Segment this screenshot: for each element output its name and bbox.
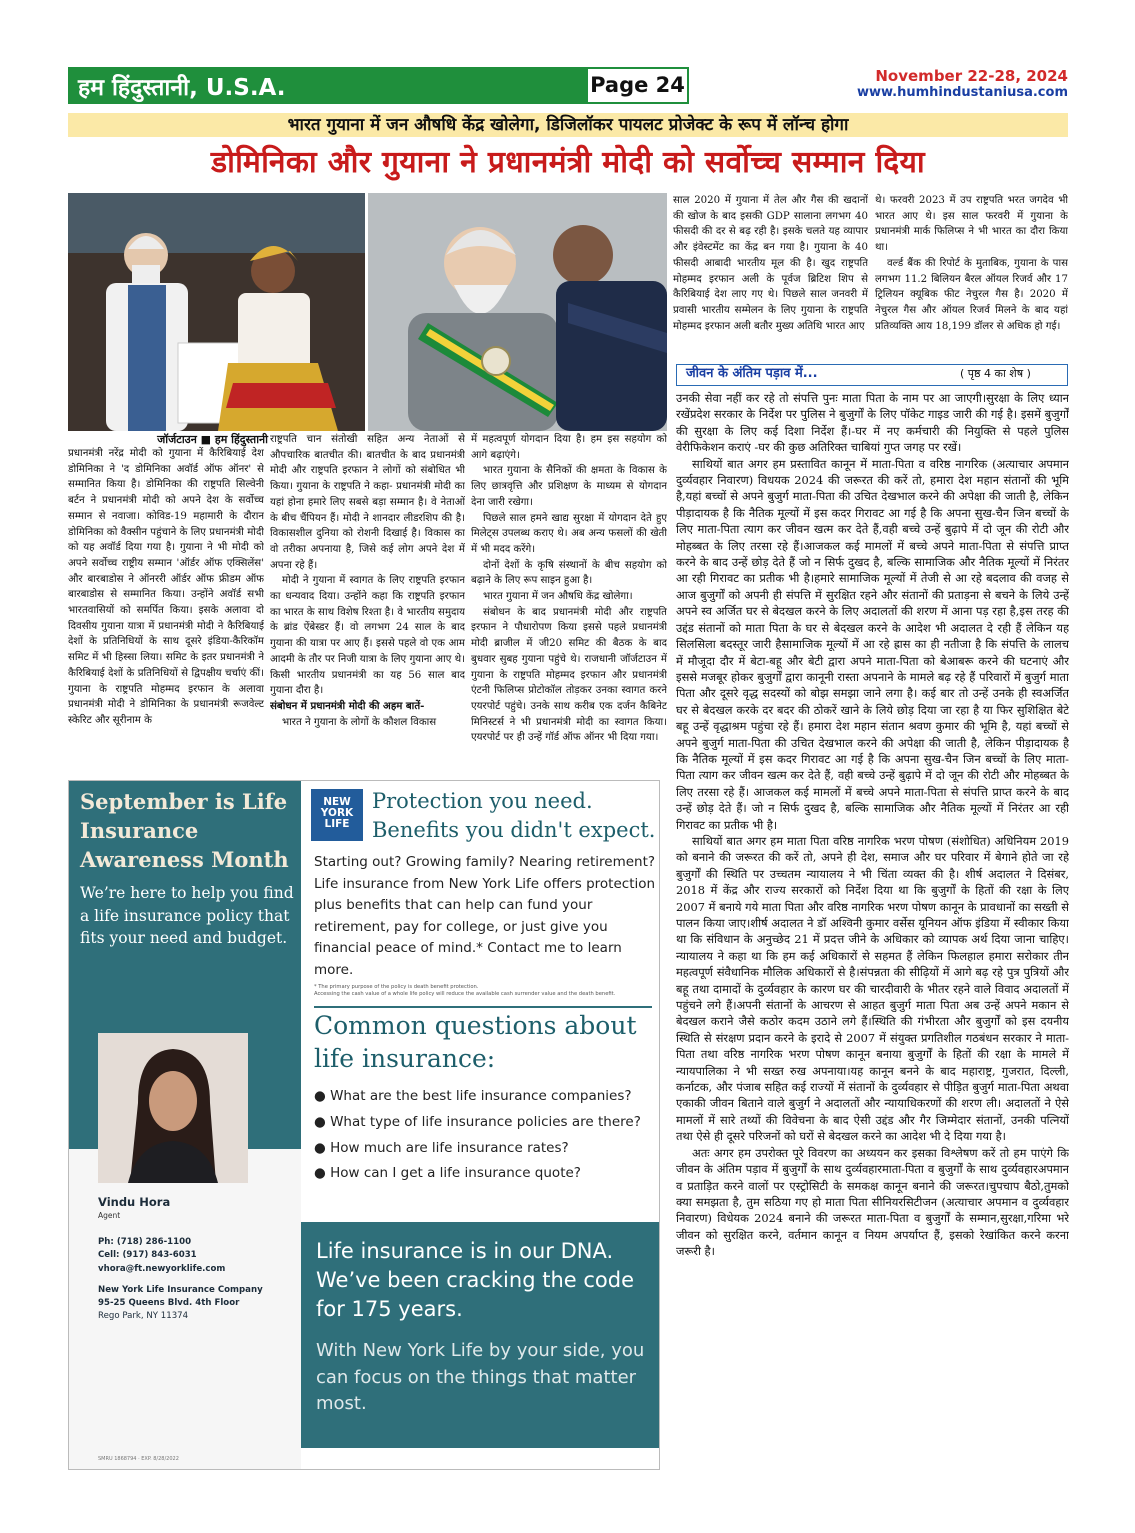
issue-date: November 22-28, 2024 xyxy=(875,67,1068,85)
ad-question-item: ● What are the best life insurance companies? xyxy=(314,1088,632,1104)
ad-question-item: ● What type of life insurance policies are there? xyxy=(314,1114,641,1130)
agent-cell[interactable]: Cell: (917) 843-6031 xyxy=(98,1250,197,1260)
article-column-4 xyxy=(673,193,868,361)
article-paragraph: मोदी ने गुयाना में स्वागत के लिए राष्ट्रपति इरफान का धन्यवाद दिया। उन्होंने कहा कि राष्ट्रपति इरफान का भारत के साथ विशेष रिश्ता है। वे भारतीय समुदाय के ब्रांड ऐंबेस्डर हैं। वो लगभग 24 साल के बाद गुयाना की यात्रा पर आए हैं। इससे पहले वो एक आम आदमी के तौर पर निजी यात्रा के लिए गुयाना आए थे। किसी भारतीय प्रधानमंत्री का यह 56 साल बाद गुयाना दौरा है। xyxy=(270,575,465,697)
logo-line: YORK xyxy=(320,807,354,819)
ad-tagline-1: Protection you need. xyxy=(372,789,593,813)
agent-photo xyxy=(98,1033,248,1183)
continued-article xyxy=(676,390,1069,1470)
article-paragraph: दोनों देशों के कृषि संस्थानों के बीच सहयोग को बढ़ाने के लिए रूप साइन हुआ है। xyxy=(471,559,667,587)
agent-address-line2: Rego Park, NY 11374 xyxy=(98,1311,189,1321)
article-paragraph: अतः अगर हम उपरोक्त पूरे विवरण का अध्ययन कर इसका विश्लेषण करें तो हम पाएंगे कि जीवन के अंतिम पड़ाव में बुजुर्गों के साथ दुर्व्यवहारमाता-पिता व बुजुर्गों के साथ दुर्व्यवहारअपमान व प्रताड़ित करने वालों पर एस्ट्रोसिटी के समकक्ष कानून बनाने की जरूरत।चुपचाप बैठो,तुमको क्या समझता है, तुम सठिया गए हो माता पिता सीनियरसिटीजन (अत्याचार अपमान व दुर्व्यवहार निवारण) विधेयक 2024 बनाने की जरूरत माता-पिता व बुजुर्गों के सम्मान,सुरक्षा,गरिमा भरे जीवन को सुरक्षित करने, वर्तमान कानून व नियम अपर्याप्त हैं, इसको रेखांकित करने करना जरूरी है। xyxy=(676,1145,1069,1259)
ad-question-text: How can I get a life insurance quote? xyxy=(330,1165,581,1181)
article-column-2 xyxy=(270,432,465,764)
article-paragraph: साल 2020 में गुयाना में तेल और गैस की खदानों की खोज के बाद इसकी GDP सालाना लगभग 40 फीसदी की दर से बढ़ रही है। इसके चलते यह व्यापार और इंवेस्टमेंट का केंद्र बन गया है। गुयाना के 40 फीसदी आबादी भारतीय मूल की है। खुद राष्ट्रपति मोहम्मद इरफान अली के पूर्वज ब्रिटिश शिप से कैरिबियाई देश लाए गए थे। पिछले साल जनवरी में प्रवासी भारतीय सम्मेलन के लिए गुयाना के राष्ट्रपति मोहम्मद इरफान अली बतौर मुख्य अतिथि भारत आए xyxy=(673,195,868,332)
continued-note: ( पृष्ठ 4 का शेष ) xyxy=(960,367,1031,380)
agent-address-line1: 95-25 Queens Blvd. 4th Floor xyxy=(98,1298,240,1308)
article-column-5 xyxy=(875,193,1068,361)
article-paragraph: भारत गुयाना के सैनिकों की क्षमता के विकास के लिए छात्रवृत्ति और प्रशिक्षण के माध्यम से योगदान देना जारी रखेगा। xyxy=(471,465,667,508)
ad-body-text: Starting out? Growing family? Nearing retirement? Life insurance from New York Life offers protection plus benefits that can help can fund your retirement, pay for college, or just give you financial peace of mind.* Contact me to learn more. xyxy=(314,854,656,978)
main-headline: डोमिनिका और गुयाना ने प्रधानमंत्री मोदी को सर्वोच्च सम्मान दिया xyxy=(211,145,925,180)
kicker-headline: भारत गुयाना में जन औषधि केंद्र खोलेगा, डिजिलॉकर पायलट प्रोजेक्ट के रूप में लॉन्च होगा xyxy=(287,115,849,135)
ad-questions-heading: Common questions about xyxy=(314,1011,637,1040)
ad-footnote: Accessing the cash value of a whole life policy will reduce the available cash surrender value and the death benefit. xyxy=(314,991,616,997)
new-york-life-logo xyxy=(311,789,363,841)
dna-headline: Life insurance is in our DNA. We’ve been cracking the code for 175 years. xyxy=(316,1239,634,1321)
article-subheading: संबोधन में प्रधानमंत्री मोदी की अहम बातें- xyxy=(270,699,425,712)
article-paragraph: थे। फरवरी 2023 में उप राष्ट्रपति भरत जगदेव भी भारत आए थे। इस साल फरवरी में गुयाना के प्रधानमंत्री मार्क फिलिप्स ने भी भारत का दौरा किया था। xyxy=(875,195,1068,254)
dna-subtext: With New York Life by your side, you can focus on the things that matter most. xyxy=(316,1340,645,1414)
website-link[interactable]: www.humhindustaniusa.com xyxy=(856,85,1068,100)
article-paragraph: साथियों बात अगर हम माता पिता वरिष्ठ नागरिक भरण पोषण (संशोधित) अधिनियम 2019 को बनाने की जरूरत की करें तो, अपने ही देश, समाज और घर परिवार में बेगाने होते जा रहे बुजुर्गों की स्थिति पर उच्चतम न्यायालय ने भी चिंता व्यक्त की है। शीर्ष अदालत ने दिसंबर, 2018 में केंद्र और राज्य सरकारों को निर्देश दिया था कि बुजुर्गों के हितों की रक्षा के लिए 2007 में बनाये गये माता पिता और वरिष्ठ नागरिक भरण पोषण कानून के प्रावधानों का सख्ती से पालन किया जाए।शीर्ष अदालत ने डॉ अश्विनी कुमार वर्सेस यूनियन ऑफ इंडिया में स्वीकार किया था कि संविधान के अनुच्छेद 21 में प्रदत्त जीने के अधिकार को व्यापक अर्थ दिया जाना चाहिए।न्यायालय ने कहा था कि हम कई अधिकारों से सहमत हैं लेकिन फिलहाल हमारा सरोकार तीन महत्वपूर्ण संवैधानिक मौलिक अधिकारों से है।संपन्नता की सीढ़ियों में आगे बढ़ रहे पुत्र पुत्रियों और बहू तथा दामादों के दुर्व्यवहार के कारण घर की चारदीवारी के भीतर रहने वाले विवाद अदालतों में पहुंचने लगे हैं।अपनी संतानों के आचरण से आहत बुजुर्ग माता पिता अब उन्हें अपने मकान से बेदखल कराने जैसे कठोर कदम उठाने लगे हैं।स्थिति की गंभीरता और बुजुर्गों को इस दयनीय स्थिति से संरक्षण प्रदान करने के इरादे से 2007 में संयुक्त प्रगतिशील गठबंधन सरकार ने माता-पिता तथा वरिष्ठ नागरिक भरण पोषण कानून बनाया बुजुर्गों के हितों की रक्षा के मामले में न्यायपालिका ने भी सख्त रुख अपनाया।यह कानून बनने के बाद महाराष्ट्र, गुजरात, दिल्ली, कर्नाटक, और पंजाब सहित कई राज्यों में संतानों के दुर्व्यवहार से पीड़ित बुजुर्ग माता-पिता अथवा एकाकी जीवन बिताने वाले बुजुर्ग ने अदालतों और न्यायाधिकरणों की शरण ली। अदालतों ने ऐसे मामलों में सारे तथ्यों की विवेचना के बाद ऐसी उद्दंड और गैर जिम्मेदार संतानों, उनकी पत्नियों तथा ऐसे ही दूसरे परिजनों को घरों से बेदखल करने का आदेश भी दे दिया गया है। xyxy=(676,833,1069,1144)
article-paragraph: भारत ने गुयाना के लोगों के कौशल विकास xyxy=(282,716,437,728)
logo-line: LIFE xyxy=(324,818,350,830)
ad-divider xyxy=(314,1006,652,1008)
article-column-1 xyxy=(68,446,264,764)
ad-subheadline: We’re here to help you find a life insurance policy that fits your need and budget. xyxy=(80,884,294,947)
agent-company: New York Life Insurance Company xyxy=(98,1285,263,1295)
ad-fine-print-code: SMRU 1868794 · EXP. 8/28/2022 xyxy=(98,1456,179,1462)
article-paragraph: संबोधन के बाद प्रधानमंत्री मोदी और राष्ट्रपति इरफान ने पौधारोपण किया इससे पहले प्रधानमंत्री मोदी ब्राजील में जी20 समिट की बैठक के बाद बुधवार सुबह गुयाना पहुंचे थे। राजधानी जॉर्जटाउन में गुयाना के राष्ट्रपति मोहम्मद इरफान और प्रधानमंत्री एंटनी फिलिप्स प्रोटोकॉल तोड़कर उनका स्वागत करने एयरपोर्ट पहुंचे। उनके साथ करीब एक दर्जन कैबिनेट मिनिस्टर्स ने भी प्रधानमंत्री मोदी का स्वागत किया। एयरपोर्ट पर ही उन्हें गॉर्ड ऑफ ऑनर भी दिया गया। xyxy=(471,606,667,744)
article-column-3 xyxy=(471,432,667,764)
ad-question-item: ● How much are life insurance rates? xyxy=(314,1140,569,1156)
ad-question-text: What type of life insurance policies are there? xyxy=(330,1114,641,1130)
article-paragraph: उनकी सेवा नहीं कर रहे तो संपत्ति पुनः माता पिता के नाम पर आ जाएगी।सुरक्षा के लिए ध्यान रखेंप्रदेश सरकार के निर्देश पर पुलिस ने बुजुर्गों के लिए पॉकेट गाइड जारी की गई है। इसमें बुजुर्गों की सुरक्षा के लिए कई दिशा निर्देश हैं।-घर में नए कर्मचारी की नियुक्ति से पहले पुलिस वेरीफिकेशन कराएं -घर की कुछ अतिरिक्त चाबियां गुप्त जगह पर रखें। xyxy=(676,391,1069,455)
photo-guyana-award xyxy=(368,193,667,431)
ad-question-text: What are the best life insurance companies? xyxy=(330,1088,632,1104)
article-paragraph: प्रधानमंत्री नरेंद्र मोदी को गुयाना में कैरिबियाई देश डोमिनिका ने 'द डोमिनिका अवॉर्ड ऑफ ऑनर' से सम्मानित किया है। डोमिनिका की राष्ट्रपति सिल्वेनी बर्टन ने प्रधानमंत्री मोदी को अपने देश के सर्वोच्च सम्मान से नवाजा। कोविड-19 महामारी के दौरान डोमिनिका को वैक्सीन पहुंचाने के लिए प्रधानमंत्री मोदी को यह अवॉर्ड दिया गया है। गुयाना ने भी मोदी को अपने सर्वोच्च राष्ट्रीय सम्मान 'ऑर्डर ऑफ एक्सिलेंस' और बारबाडोस ने ऑनररी ऑर्डर ऑफ फ्रीडम ऑफ बारबाडोस से सम्मानित किया। उन्होंने अवॉर्ड सभी भारतवासियों को समर्पित किया। इसके अलावा दो दिवसीय गुयाना यात्रा में प्रधानमंत्री मोदी ने कैरिबियाई देशों के प्रतिनिधियों के साथ दूसरे इंडिया-कैरिकॉम समिट में भी हिस्सा लिया। समिट के इतर प्रधानमंत्री ने कैरिबियाई देशों के प्रतिनिधियों से द्विपक्षीय चर्चाएं कीं। गुयाना के राष्ट्रपति मोहम्मद इरफान के अलावा प्रधानमंत्री मोदी ने डोमिनिका के प्रधानमंत्री रूजवेल्ट स्केरिट और सूरीनाम के xyxy=(68,448,264,726)
ad-questions-heading: life insurance: xyxy=(314,1044,496,1073)
article-paragraph: वर्ल्ड बैंक की रिपोर्ट के मुताबिक, गुयाना के पास लगभग 11.2 बिलियन बैरल ऑयल रिजर्व और 17 ट्रिलियन क्यूबिक फीट नेचुरल गैस है। 2020 में नेचुरल गैस और ऑयल रिजर्व मिलने के बाद यहां प्रतिव्यक्ति आय 18,199 डॉलर से अधिक हो गई। xyxy=(875,257,1068,332)
agent-role: Agent xyxy=(98,1211,121,1220)
ad-footnote: * The primary purpose of the policy is death benefit protection. xyxy=(314,984,479,990)
agent-email[interactable]: vhora@ft.newyorklife.com xyxy=(98,1264,226,1274)
agent-name: Vindu Hora xyxy=(98,1195,171,1209)
page-number: Page 24 xyxy=(586,67,689,104)
ad-tagline-2: Benefits you didn't expect. xyxy=(372,818,656,842)
article-paragraph: पिछले साल हमने खाद्य सुरक्षा में योगदान देते हुए मिलेट्स उपलब्ध कराए थे। अब अन्य फसलों की खेती में भी मदद करेंगे। xyxy=(471,512,667,555)
article-paragraph: साथियों बात अगर हम प्रस्तावित कानून में माता-पिता व वरिष्ठ नागरिक (अत्याचार अपमान दुर्व्यवहार निवारण) विधयक 2024 की जरूरत की करें तो, हमारा देश महान संतानों की भूमि है,यहां बच्चों से अपने बुजुर्ग माता-पिता की उचित देखभाल करने की अपेक्षा की जाती है, लेकिन पीड़ादायक है कि नैतिक मूल्यों में इस कदर गिरावट आ गई है कि अपना सुख-चैन जिन बच्चों के लिए माता-पिता त्याग कर जीवन खत्म कर देते हैं,वही बच्चे उन्हें बुढ़ापे में दो जून की रोटी और मोहब्बत के लिए तरसा रहे हैं।आजकल कई मामलों में बच्चे अपने माता-पिता से संपत्ति प्राप्त करने के बाद उन्हें छोड़ देते हैं जो न सिर्फ दुखद है, बल्कि सामाजिक और नैतिक मूल्यों में निरंतर आ रही गिरावट का प्रतीक भी है।हमारे सामाजिक मूल्यों में तेजी से आ रहे बदलाव की वजह से आज बुजुर्गों को अपनी ही संपत्ति में सुरक्षित रहने और संतानों की प्रताड़ना से बचने के लिये उन्हें अपने स्व अर्जित घर से बेदखल करने के लिए अदालतों की शरण में आना पड़ रहा है,इस तरह की उद्दंड संतानों को माता पिता के घर से बेदखल करने के आदेश भी अदालत दे रही हैं लेकिन यह सिलसिला बदस्तूर जारी हैसामाजिक मूल्यों में आ रहे ह्रास का ही नतीजा है कि संपत्ति के लालच में मौजूदा दौर में बेटा-बहू और बेटी द्वारा अपने माता-पिता को बेआबरू करने की घटनाएं और इससे मजबूर होकर बुजुर्गों द्वारा कानूनी रास्ता अपनाने के मामले बढ़ रहे हैं परिवारों में बुजुर्ग माता पिता और दूसरे वृद्ध सदस्यों को बोझ समझा जाने लगा है। कई बार तो उन्हें उनके ही स्वअर्जित घर से बेदखल करके दर बदर की ठोकरें खाने के लिये छोड़ दिया जा रहा है या फिर सुशिक्षित बेटे बहू उन्हें वृद्धाश्रम पहुंचा रहे हैं। हमारा देश महान संतान श्रवण कुमार की भूमि है, यहां बच्चों से अपने बुजुर्ग माता-पिता की उचित देखभाल करने की अपेक्षा की जाती है, लेकिन पीड़ादायक है कि नैतिक मूल्यों में इस कदर गिरावट आ गई है कि अपना सुख-चैन जिन बच्चों के लिए माता-पिता त्याग कर जीवन खत्म कर देते हैं, वही बच्चे उन्हें बुढ़ापे में दो जून की रोटी और मोहब्बत के लिए तरसा रहे हैं। आजकल कई मामलों में बच्चे अपने माता-पिता से संपत्ति प्राप्त करने के बाद उन्हें छोड़ देते हैं। जो न सिर्फ दुखद है, बल्कि सामाजिक और नैतिक मूल्यों में निरंतर आ रही गिरावट का प्रतीक भी है। xyxy=(676,456,1069,832)
ad-question-text: How much are life insurance rates? xyxy=(330,1140,569,1156)
newspaper-title: हम हिंदुस्तानी, U.S.A. xyxy=(78,75,286,101)
agent-phone[interactable]: Ph: (718) 286-1100 xyxy=(98,1237,192,1247)
byline: जॉर्जटाउन ■ हम हिंदुस्तानी xyxy=(157,433,268,446)
photo-dominica-award xyxy=(68,193,365,431)
article-paragraph: भारत गुयाना में जन औषधि केंद्र खोलेगा। xyxy=(483,591,633,603)
ad-question-item: ● How can I get a life insurance quote? xyxy=(314,1165,581,1181)
continued-title: जीवन के अंतिम पड़ाव में... xyxy=(686,366,818,381)
logo-line: NEW xyxy=(323,796,351,808)
ad-headline: September is Life Insurance Awareness Month xyxy=(80,789,289,872)
article-paragraph: राष्ट्रपति चान संतोखी सहित अन्य नेताओं से औपचारिक बातचीत की। बातचीत के बाद प्रधानमंत्री मोदी और राष्ट्रपति इरफान ने लोगों को संबोधित भी किया। गुयाना के राष्ट्रपति ने कहा- प्रधानमंत्री मोदी का यहां होना हमारे लिए सबसे बड़ा सम्मान है। वे नेताओं के बीच चैंपियन हैं। मोदी ने शानदार लीडरशिप की है। विकासशील दुनिया को रोशनी दिखाई है। विकास का वो तरीका अपनाया है, जिसे कई लोग अपने देश में अपना रहे हैं। xyxy=(270,434,465,571)
article-paragraph: में महत्वपूर्ण योगदान दिया है। हम इस सहयोग को आगे बढ़ाएंगे। xyxy=(471,434,667,461)
